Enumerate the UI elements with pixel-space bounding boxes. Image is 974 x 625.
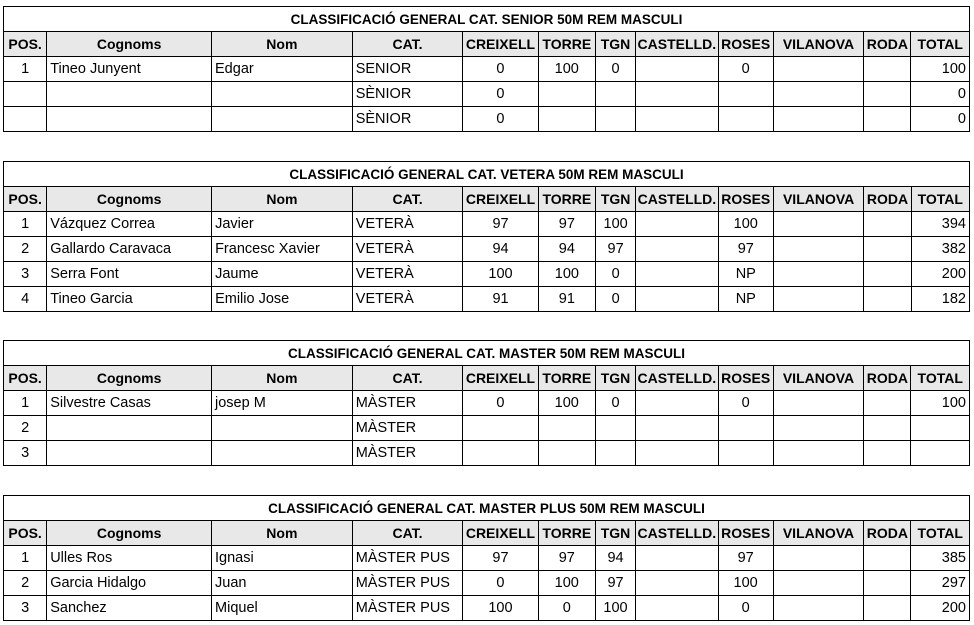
cell-cat: SENIOR [352, 57, 463, 82]
cell-total [911, 416, 970, 441]
cell-roses: 100 [718, 571, 773, 596]
table-row [4, 596, 970, 621]
cell-torre [538, 416, 595, 441]
cell-roses: 0 [718, 596, 773, 621]
cell-cat: MÀSTER [352, 416, 463, 441]
standings-table [3, 495, 970, 621]
cell-nom: Juan [212, 571, 353, 596]
cell-pos: 3 [4, 596, 47, 621]
cell-cognoms [47, 107, 212, 132]
column-header-roses: ROSES [718, 187, 773, 212]
cell-cat: MÀSTER [352, 441, 463, 466]
table-row [4, 82, 970, 107]
column-header-vilanova: VILANOVA [773, 521, 863, 546]
cell-nom: Edgar [212, 57, 353, 82]
cell-nom [212, 107, 353, 132]
column-header-torre: TORRE [538, 366, 595, 391]
cell-cognoms [47, 441, 212, 466]
cell-vilanova [773, 107, 863, 132]
cell-torre [538, 82, 595, 107]
cell-cat: VETERÀ [352, 237, 463, 262]
cell-creixell: 100 [463, 262, 538, 287]
cell-vilanova [773, 546, 863, 571]
column-header-pos: POS. [4, 366, 47, 391]
cell-nom: Jaume [212, 262, 353, 287]
cell-creixell: 0 [463, 107, 538, 132]
cell-roda [864, 416, 911, 441]
cell-cat: SÈNIOR [352, 82, 463, 107]
cell-creixell: 94 [463, 237, 538, 262]
cell-nom [212, 441, 353, 466]
cell-cognoms: Vázquez Correa [47, 212, 212, 237]
cell-creixell: 91 [463, 287, 538, 312]
cell-torre: 94 [538, 237, 595, 262]
cell-pos: 2 [4, 416, 47, 441]
cell-creixell [463, 416, 538, 441]
cell-torre: 100 [538, 57, 595, 82]
column-header-creixell: CREIXELL [463, 32, 538, 57]
table-row [4, 441, 970, 466]
column-header-castelld: CASTELLD. [636, 366, 718, 391]
cell-castelld [636, 287, 718, 312]
cell-cat: MÀSTER [352, 391, 463, 416]
column-header-roda: RODA [864, 187, 911, 212]
cell-cat: MÀSTER PUS [352, 546, 463, 571]
cell-tgn [595, 82, 635, 107]
standings-table [3, 161, 970, 312]
cell-tgn: 0 [596, 262, 636, 287]
cell-cognoms: Serra Font [47, 262, 212, 287]
cell-cognoms: Sanchez [47, 596, 212, 621]
cell-tgn: 100 [596, 212, 636, 237]
cell-cognoms: Tineo Garcia [47, 287, 212, 312]
cell-pos: 1 [4, 57, 47, 82]
cell-castelld [636, 546, 718, 571]
table-title: CLASSIFICACIÓ GENERAL CAT. SENIOR 50M REM MASCULI [4, 7, 970, 32]
header-row [4, 521, 970, 546]
cell-cat: MÀSTER PUS [352, 596, 463, 621]
cell-cognoms [47, 82, 212, 107]
cell-cognoms [47, 416, 212, 441]
table-row [4, 212, 970, 237]
cell-nom [212, 82, 353, 107]
cell-total: 182 [911, 287, 969, 312]
column-header-nom: Nom [212, 32, 353, 57]
cell-pos [4, 107, 47, 132]
column-header-pos: POS. [4, 521, 47, 546]
column-header-cognoms: Cognoms [47, 187, 212, 212]
cell-torre: 0 [538, 596, 595, 621]
table-row [4, 107, 970, 132]
column-header-nom: Nom [212, 187, 353, 212]
column-header-cognoms: Cognoms [47, 32, 212, 57]
column-header-castelld: CASTELLD. [636, 32, 718, 57]
column-header-roda: RODA [864, 32, 911, 57]
standings-table [3, 6, 970, 132]
column-header-creixell: CREIXELL [463, 366, 538, 391]
cell-roses: 97 [718, 237, 773, 262]
cell-tgn: 97 [596, 237, 636, 262]
cell-nom [212, 416, 353, 441]
cell-roda [864, 546, 911, 571]
cell-creixell: 97 [463, 546, 538, 571]
standings-table-block [3, 6, 970, 132]
table-title: CLASSIFICACIÓ GENERAL CAT. VETERA 50M REM MASCULI [4, 162, 970, 187]
cell-pos: 1 [4, 546, 47, 571]
cell-torre [538, 107, 595, 132]
table-row [4, 571, 970, 596]
cell-cognoms: Tineo Junyent [47, 57, 212, 82]
cell-torre: 100 [538, 391, 595, 416]
cell-creixell: 97 [463, 212, 538, 237]
cell-total: 382 [911, 237, 969, 262]
cell-vilanova [773, 416, 863, 441]
cell-castelld [636, 596, 718, 621]
cell-cat: VETERÀ [352, 212, 463, 237]
cell-pos: 4 [4, 287, 47, 312]
cell-roses: NP [718, 262, 773, 287]
cell-cognoms: Silvestre Casas [47, 391, 212, 416]
cell-creixell: 0 [463, 57, 538, 82]
cell-cat: VETERÀ [352, 287, 463, 312]
cell-pos: 3 [4, 441, 47, 466]
column-header-roda: RODA [864, 521, 911, 546]
cell-roda [864, 391, 911, 416]
cell-castelld [636, 82, 718, 107]
cell-tgn: 0 [596, 287, 636, 312]
cell-creixell: 100 [463, 596, 538, 621]
cell-pos: 2 [4, 571, 47, 596]
column-header-vilanova: VILANOVA [773, 187, 863, 212]
cell-cat: VETERÀ [352, 262, 463, 287]
column-header-cat: CAT. [352, 366, 463, 391]
column-header-cognoms: Cognoms [47, 521, 212, 546]
cell-roda [864, 287, 911, 312]
cell-vilanova [773, 82, 863, 107]
column-header-pos: POS. [4, 187, 47, 212]
cell-pos [4, 82, 47, 107]
column-header-tgn: TGN [595, 521, 635, 546]
cell-torre: 100 [538, 262, 595, 287]
cell-pos: 1 [4, 391, 47, 416]
column-header-roses: ROSES [718, 521, 773, 546]
column-header-roda: RODA [864, 366, 911, 391]
cell-castelld [636, 212, 718, 237]
cell-total [911, 441, 970, 466]
cell-roses: NP [718, 287, 773, 312]
column-header-cat: CAT. [352, 187, 463, 212]
cell-creixell: 0 [463, 82, 538, 107]
table-title: CLASSIFICACIÓ GENERAL CAT. MASTER PLUS 50M REM MASCULI [4, 496, 970, 521]
cell-roses [718, 416, 773, 441]
cell-cognoms: Ulles Ros [47, 546, 212, 571]
header-row [4, 187, 970, 212]
cell-roses: 0 [718, 391, 773, 416]
cell-vilanova [773, 596, 863, 621]
cell-total: 0 [911, 107, 970, 132]
cell-castelld [636, 416, 718, 441]
cell-castelld [636, 262, 718, 287]
column-header-cat: CAT. [352, 521, 463, 546]
table-row [4, 237, 970, 262]
cell-tgn: 97 [595, 571, 635, 596]
column-header-tgn: TGN [596, 187, 636, 212]
cell-tgn: 94 [595, 546, 635, 571]
cell-roda [864, 82, 911, 107]
table-row [4, 416, 970, 441]
cell-nom: Miquel [212, 596, 353, 621]
cell-creixell: 0 [463, 391, 538, 416]
column-header-roses: ROSES [718, 32, 773, 57]
cell-tgn: 0 [595, 57, 635, 82]
column-header-torre: TORRE [538, 187, 595, 212]
cell-pos: 1 [4, 212, 47, 237]
cell-nom: Emilio Jose [212, 287, 353, 312]
table-row [4, 546, 970, 571]
cell-total: 100 [911, 391, 970, 416]
cell-roda [864, 57, 911, 82]
cell-vilanova [773, 212, 863, 237]
cell-tgn: 100 [595, 596, 635, 621]
column-header-castelld: CASTELLD. [636, 187, 718, 212]
cell-roses: 97 [718, 546, 773, 571]
column-header-total: TOTAL [911, 187, 969, 212]
column-header-total: TOTAL [911, 521, 970, 546]
cell-tgn: 0 [595, 391, 635, 416]
standings-table-block [3, 495, 970, 621]
cell-tgn [595, 107, 635, 132]
cell-cognoms: Garcia Hidalgo [47, 571, 212, 596]
column-header-total: TOTAL [911, 366, 970, 391]
cell-roses: 0 [718, 57, 773, 82]
cell-total: 200 [911, 596, 970, 621]
table-row [4, 262, 970, 287]
cell-torre: 91 [538, 287, 595, 312]
column-header-roses: ROSES [718, 366, 773, 391]
column-header-cognoms: Cognoms [47, 366, 212, 391]
cell-vilanova [773, 287, 863, 312]
cell-tgn [595, 416, 635, 441]
column-header-torre: TORRE [538, 32, 595, 57]
cell-roda [864, 571, 911, 596]
column-header-vilanova: VILANOVA [773, 32, 863, 57]
column-header-pos: POS. [4, 32, 47, 57]
cell-torre: 97 [538, 212, 595, 237]
header-row [4, 32, 970, 57]
cell-cat: MÀSTER PUS [352, 571, 463, 596]
table-title: CLASSIFICACIÓ GENERAL CAT. MASTER 50M REM MASCULI [4, 341, 970, 366]
column-header-torre: TORRE [538, 521, 595, 546]
cell-cat: SÈNIOR [352, 107, 463, 132]
standings-table-block [3, 340, 970, 466]
cell-castelld [636, 391, 718, 416]
cell-pos: 2 [4, 237, 47, 262]
cell-total: 297 [911, 571, 970, 596]
cell-roses [718, 82, 773, 107]
cell-vilanova [773, 571, 863, 596]
cell-vilanova [773, 57, 863, 82]
cell-roda [864, 107, 911, 132]
cell-cognoms: Gallardo Caravaca [47, 237, 212, 262]
column-header-tgn: TGN [595, 32, 635, 57]
header-row [4, 366, 970, 391]
cell-roda [864, 441, 911, 466]
cell-torre [538, 441, 595, 466]
cell-vilanova [773, 262, 863, 287]
cell-total: 100 [911, 57, 970, 82]
table-row [4, 287, 970, 312]
table-row [4, 391, 970, 416]
cell-creixell [463, 441, 538, 466]
cell-torre: 100 [538, 571, 595, 596]
cell-total: 200 [911, 262, 969, 287]
cell-roda [864, 212, 911, 237]
column-header-creixell: CREIXELL [463, 521, 538, 546]
cell-roda [864, 596, 911, 621]
standings-table-block [3, 161, 970, 312]
column-header-cat: CAT. [352, 32, 463, 57]
cell-castelld [636, 57, 718, 82]
table-row [4, 57, 970, 82]
column-header-tgn: TGN [595, 366, 635, 391]
cell-nom: Ignasi [212, 546, 353, 571]
column-header-castelld: CASTELLD. [636, 521, 718, 546]
cell-tgn [595, 441, 635, 466]
column-header-creixell: CREIXELL [463, 187, 538, 212]
cell-vilanova [773, 441, 863, 466]
cell-nom: josep M [212, 391, 353, 416]
column-header-nom: Nom [212, 366, 353, 391]
cell-castelld [636, 441, 718, 466]
cell-roda [864, 262, 911, 287]
cell-vilanova [773, 391, 863, 416]
column-header-total: TOTAL [911, 32, 970, 57]
standings-table [3, 340, 970, 466]
cell-total: 394 [911, 212, 969, 237]
cell-castelld [636, 107, 718, 132]
cell-creixell: 0 [463, 571, 538, 596]
cell-torre: 97 [538, 546, 595, 571]
cell-roses [718, 107, 773, 132]
cell-roses [718, 441, 773, 466]
cell-castelld [636, 571, 718, 596]
column-header-vilanova: VILANOVA [773, 366, 863, 391]
column-header-nom: Nom [212, 521, 353, 546]
cell-vilanova [773, 237, 863, 262]
cell-roses: 100 [718, 212, 773, 237]
cell-castelld [636, 237, 718, 262]
cell-total: 0 [911, 82, 970, 107]
cell-total: 385 [911, 546, 970, 571]
cell-roda [864, 237, 911, 262]
cell-nom: Javier [212, 212, 353, 237]
cell-pos: 3 [4, 262, 47, 287]
cell-nom: Francesc Xavier [212, 237, 353, 262]
